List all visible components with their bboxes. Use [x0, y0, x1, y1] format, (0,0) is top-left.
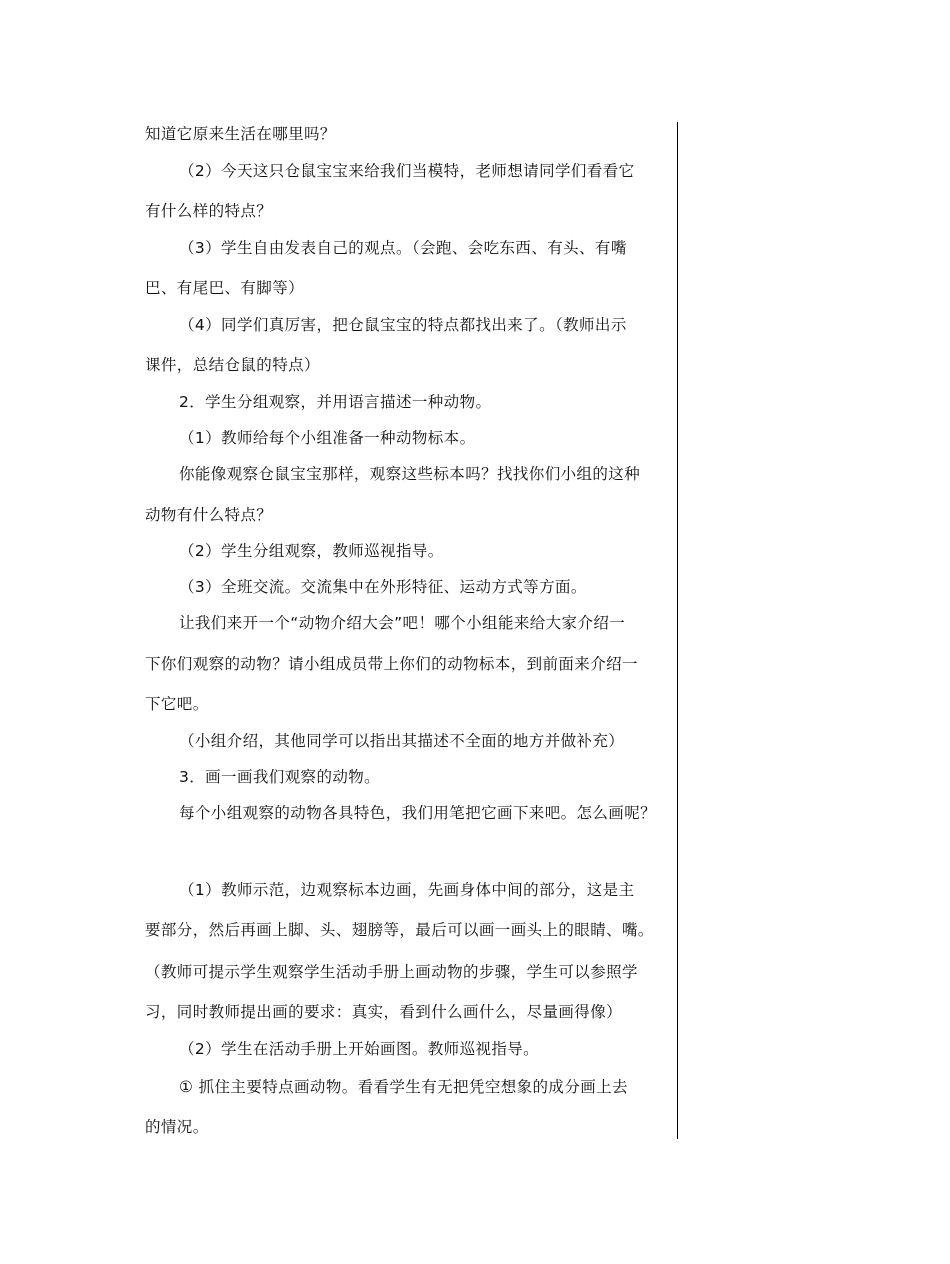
- text-line: 2．学生分组观察，并用语言描述一种动物。: [179, 393, 492, 411]
- text-line: （教师可提示学生观察学生活动手册上画动物的步骤，学生可以参照学: [145, 963, 638, 981]
- text-line: 的情况。: [145, 1118, 209, 1136]
- text-line: 课件，总结仓鼠的特点）: [145, 356, 320, 374]
- text-line: 要部分，然后再画上脚、头、翅膀等，最后可以画一画头上的眼睛、嘴。: [145, 921, 654, 939]
- text-line: （2）今天这只仓鼠宝宝来给我们当模特，老师想请同学们看看它: [179, 162, 635, 180]
- text-line: （4）同学们真厉害，把仓鼠宝宝的特点都找出来了。（教师出示: [179, 316, 627, 334]
- text-line: 下你们观察的动物？请小组成员带上你们的动物标本，到前面来介绍一: [145, 655, 638, 673]
- table-right-border: [677, 122, 678, 1139]
- text-line: 巴、有尾巴、有脚等）: [145, 279, 305, 297]
- text-line: 有什么样的特点？: [145, 202, 273, 220]
- text-line: 知道它原来生活在哪里吗？: [145, 125, 336, 143]
- text-line: 动物有什么特点？: [145, 506, 273, 524]
- text-line: 3．画一画我们观察的动物。: [179, 768, 381, 786]
- text-line: （2）学生分组观察，教师巡视指导。: [179, 542, 444, 560]
- text-line: 让我们来开一个“动物介绍大会”吧！哪个小组能来给大家介绍一: [179, 614, 626, 632]
- text-line: ① 抓住主要特点画动物。看看学生有无把凭空想象的成分画上去: [179, 1078, 628, 1096]
- text-line: （2）学生在活动手册上开始画图。教师巡视指导。: [179, 1040, 540, 1058]
- text-line: 下它吧。: [145, 695, 209, 713]
- text-line: 习，同时教师提出画的要求：真实，看到什么画什么，尽量画得像）: [145, 1003, 623, 1021]
- text-line: （1）教师示范，边观察标本边画，先画身体中间的部分，这是主: [179, 881, 635, 899]
- text-line: （1）教师给每个小组准备一种动物标本。: [179, 429, 476, 447]
- text-line: （3）全班交流。交流集中在外形特征、运动方式等方面。: [179, 578, 587, 596]
- text-line: 每个小组观察的动物各具特色，我们用笔把它画下来吧。怎么画呢？: [179, 804, 657, 822]
- text-line: （小组介绍，其他同学可以指出其描述不全面的地方并做补充）: [179, 732, 625, 750]
- text-line: （3）学生自由发表自己的观点。（会跑、会吃东西、有头、有嘴: [179, 239, 627, 257]
- text-line: 你能像观察仓鼠宝宝那样，观察这些标本吗？找找你们小组的这种: [179, 465, 641, 483]
